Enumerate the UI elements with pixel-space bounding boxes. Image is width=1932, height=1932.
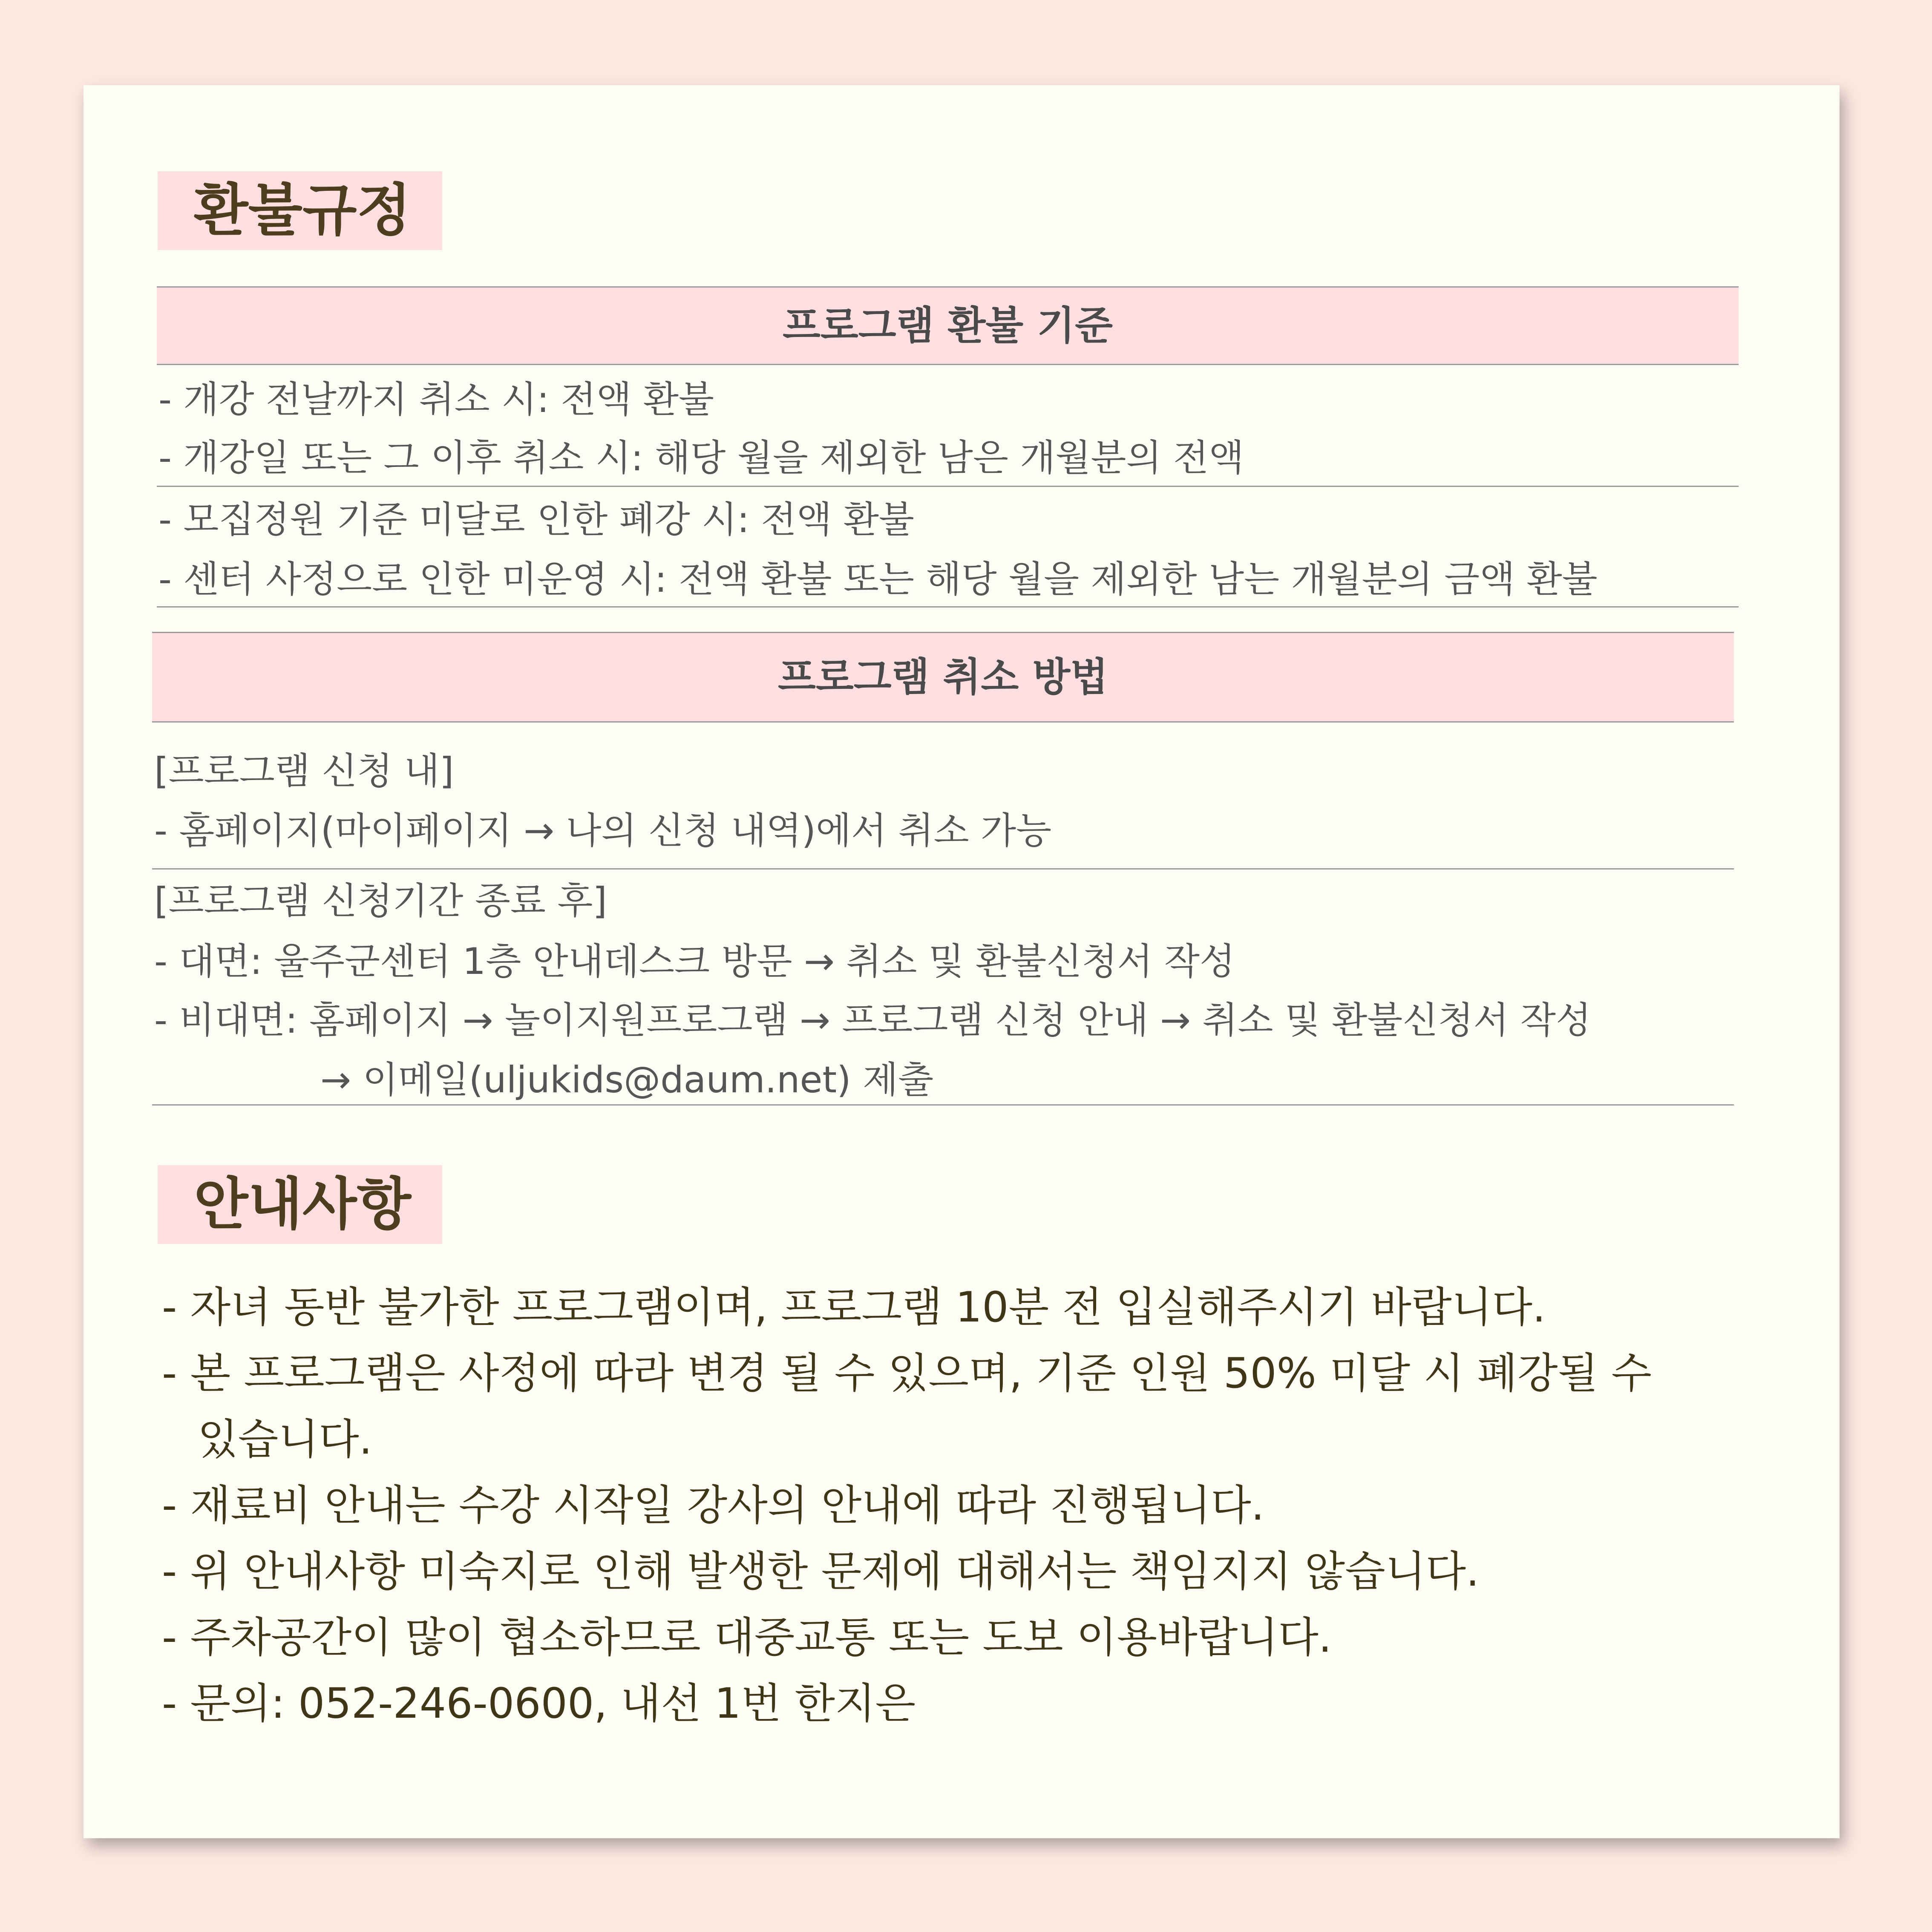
cancel-method-line: - 비대면: 홈페이지 → 놀이지원프로그램 → 프로그램 신청 안내 → 취소 및 환불신청서 작성 <box>154 999 1592 1042</box>
table-divider <box>157 606 1739 608</box>
table-divider <box>152 1104 1734 1106</box>
refund-policy-title: 환불규정 <box>158 171 442 250</box>
notice-item-continuation: 있습니다. <box>198 1415 372 1464</box>
notice-item: - 문의: 052-246-0600, 내선 1번 한지은 <box>162 1679 916 1728</box>
cancel-method-header: 프로그램 취소 방법 <box>152 632 1734 723</box>
notice-item: - 주차공간이 많이 협소하므로 대중교통 또는 도보 이용바랍니다. <box>162 1613 1332 1662</box>
notice-title: 안내사항 <box>158 1165 442 1244</box>
table-divider <box>157 486 1739 487</box>
notice-item: - 본 프로그램은 사정에 따라 변경 될 수 있으며, 기준 인원 50% 미달 시 폐강될 수 <box>162 1349 1652 1398</box>
table-divider <box>152 868 1734 870</box>
cancel-group-label: [프로그램 신청기간 종료 후] <box>154 880 607 922</box>
refund-criteria-line: - 센터 사정으로 인한 미운영 시: 전액 환불 또는 해당 월을 제외한 남는 개월분의 금액 환불 <box>158 558 1598 601</box>
cancel-method-line: - 대면: 울주군센터 1층 안내데스크 방문 → 취소 및 환불신청서 작성 <box>154 940 1235 983</box>
notice-item: - 위 안내사항 미숙지로 인해 발생한 문제에 대해서는 책임지지 않습니다. <box>162 1547 1480 1596</box>
refund-criteria-line: - 개강 전날까지 취소 시: 전액 환불 <box>158 378 714 421</box>
notice-item: - 자녀 동반 불가한 프로그램이며, 프로그램 10분 전 입실해주시기 바랍니다. <box>162 1283 1546 1332</box>
cancel-group-label: [프로그램 신청 내] <box>154 750 454 792</box>
refund-criteria-line: - 모집정원 기준 미달로 인한 폐강 시: 전액 환불 <box>158 498 915 541</box>
cancel-method-line: - 홈페이지(마이페이지 → 나의 신청 내역)에서 취소 가능 <box>154 809 1052 852</box>
cancel-method-line: → 이메일(uljukids@daum.net) 제출 <box>320 1059 934 1101</box>
refund-criteria-header: 프로그램 환불 기준 <box>157 286 1739 365</box>
notice-item: - 재료비 안내는 수강 시작일 강사의 안내에 따라 진행됩니다. <box>162 1481 1264 1530</box>
refund-criteria-line: - 개강일 또는 그 이후 취소 시: 해당 월을 제외한 남은 개월분의 전액 <box>158 437 1244 479</box>
